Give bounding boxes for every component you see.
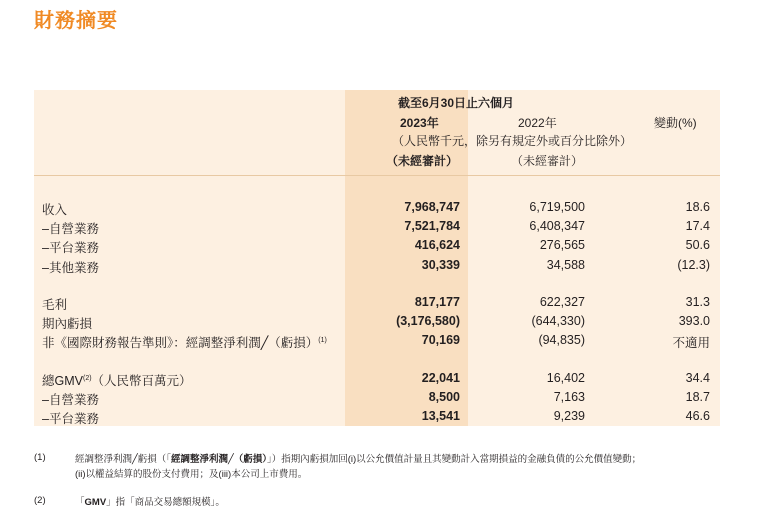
table-row [0, 371, 775, 389]
value-2022: 34,588 [546, 258, 585, 272]
audit-label-2022: （未經審計） [511, 154, 584, 168]
row-label-text: 非《國際財務報告準則》：經調整淨利潤╱（虧損） [42, 336, 319, 350]
footnote-1-line-2: (ii)以權益結算的股份支付費用；及(iii)本公司上市費用。 [75, 469, 308, 480]
value-2022: (644,330) [531, 314, 585, 328]
value-change: 46.6 [685, 409, 710, 423]
value-2023: 13,541 [421, 409, 460, 423]
value-2023: 7,521,784 [404, 219, 460, 233]
unit-note: （人民幣千元，除另有規定外或百分比除外） [392, 134, 633, 148]
value-2022: 6,408,347 [529, 219, 585, 233]
header-divider [34, 175, 720, 176]
footnote-1-number: (1) [34, 452, 46, 463]
column-header-2022: 2022年 [518, 116, 557, 130]
row-label [42, 371, 192, 389]
footnote-2-number: (2) [34, 495, 46, 506]
period-heading: 截至6月30日止六個月 [398, 96, 515, 110]
row-label: –自營業務 [42, 222, 99, 236]
value-2022: 622,327 [539, 295, 585, 309]
value-change: 50.6 [685, 238, 710, 252]
footnote-1-text-a: 經調整淨利潤╱虧損（「 [75, 454, 171, 465]
footnote-2-text-c: 」指「商品交易總額規模」。 [106, 497, 225, 508]
row-label: –自營業務 [42, 393, 99, 407]
value-2023: 22,041 [421, 371, 460, 385]
row-label: 毛利 [42, 298, 68, 312]
value-2022: 7,163 [553, 390, 585, 404]
value-2022: 276,565 [539, 238, 585, 252]
value-2023: 70,169 [421, 333, 460, 347]
value-2023: 8,500 [428, 390, 460, 404]
value-change: 18.6 [685, 200, 710, 214]
value-change: 31.3 [685, 295, 710, 309]
footnote-2-term: GMV [84, 497, 107, 508]
table-row [0, 314, 775, 332]
value-2022: 9,239 [553, 409, 585, 423]
footnote-2 [75, 495, 225, 510]
page-title: 財務摘要 [34, 10, 118, 32]
value-2023: 817,177 [414, 295, 460, 309]
audit-label-2023: （未經審計） [386, 154, 459, 168]
table-row [0, 258, 775, 276]
value-2023: 7,968,747 [404, 200, 460, 214]
row-label: –其他業務 [42, 261, 99, 275]
table-row [0, 200, 775, 218]
value-2023: (3,176,580) [396, 314, 460, 328]
footnote-1-term: 經調整淨利潤╱（虧損） [170, 454, 267, 465]
table-row [0, 333, 775, 351]
footnote-ref: (2) [82, 375, 92, 382]
value-2023: 30,339 [421, 258, 460, 272]
value-change: 不適用 [672, 336, 710, 350]
row-label: –平台業務 [42, 241, 99, 255]
footnote-2-text-a: 「 [75, 497, 85, 508]
table-row [0, 390, 775, 408]
column-header-2023: 2023年 [400, 116, 439, 130]
value-2022: 16,402 [546, 371, 585, 385]
table-row [0, 238, 775, 256]
value-2022: 6,719,500 [529, 200, 585, 214]
footnote-1-text-c: 」）指期內虧損加回(i)以公允價值計量且其變動計入當期損益的金融負債的公允價值變動； [266, 454, 642, 465]
row-label: 收入 [42, 203, 68, 217]
value-change: 34.4 [685, 371, 710, 385]
value-change: 17.4 [685, 219, 710, 233]
table-row [0, 295, 775, 313]
column-header-change: 變動(%) [654, 116, 697, 130]
value-2023: 416,624 [414, 238, 460, 252]
table-row [0, 219, 775, 237]
footnote-1 [75, 452, 755, 482]
value-change: (12.3) [677, 258, 710, 272]
row-label: 期內虧損 [42, 317, 93, 331]
value-2022: (94,835) [538, 333, 585, 347]
table-row [0, 409, 775, 427]
row-label: –平台業務 [42, 412, 99, 426]
value-change: 18.7 [685, 390, 710, 404]
row-label [42, 333, 327, 351]
row-label-suffix: （人民幣百萬元） [91, 374, 192, 388]
row-label-text: 總GMV [42, 374, 83, 388]
value-change: 393.0 [678, 314, 710, 328]
footnote-ref: (1) [318, 337, 327, 344]
